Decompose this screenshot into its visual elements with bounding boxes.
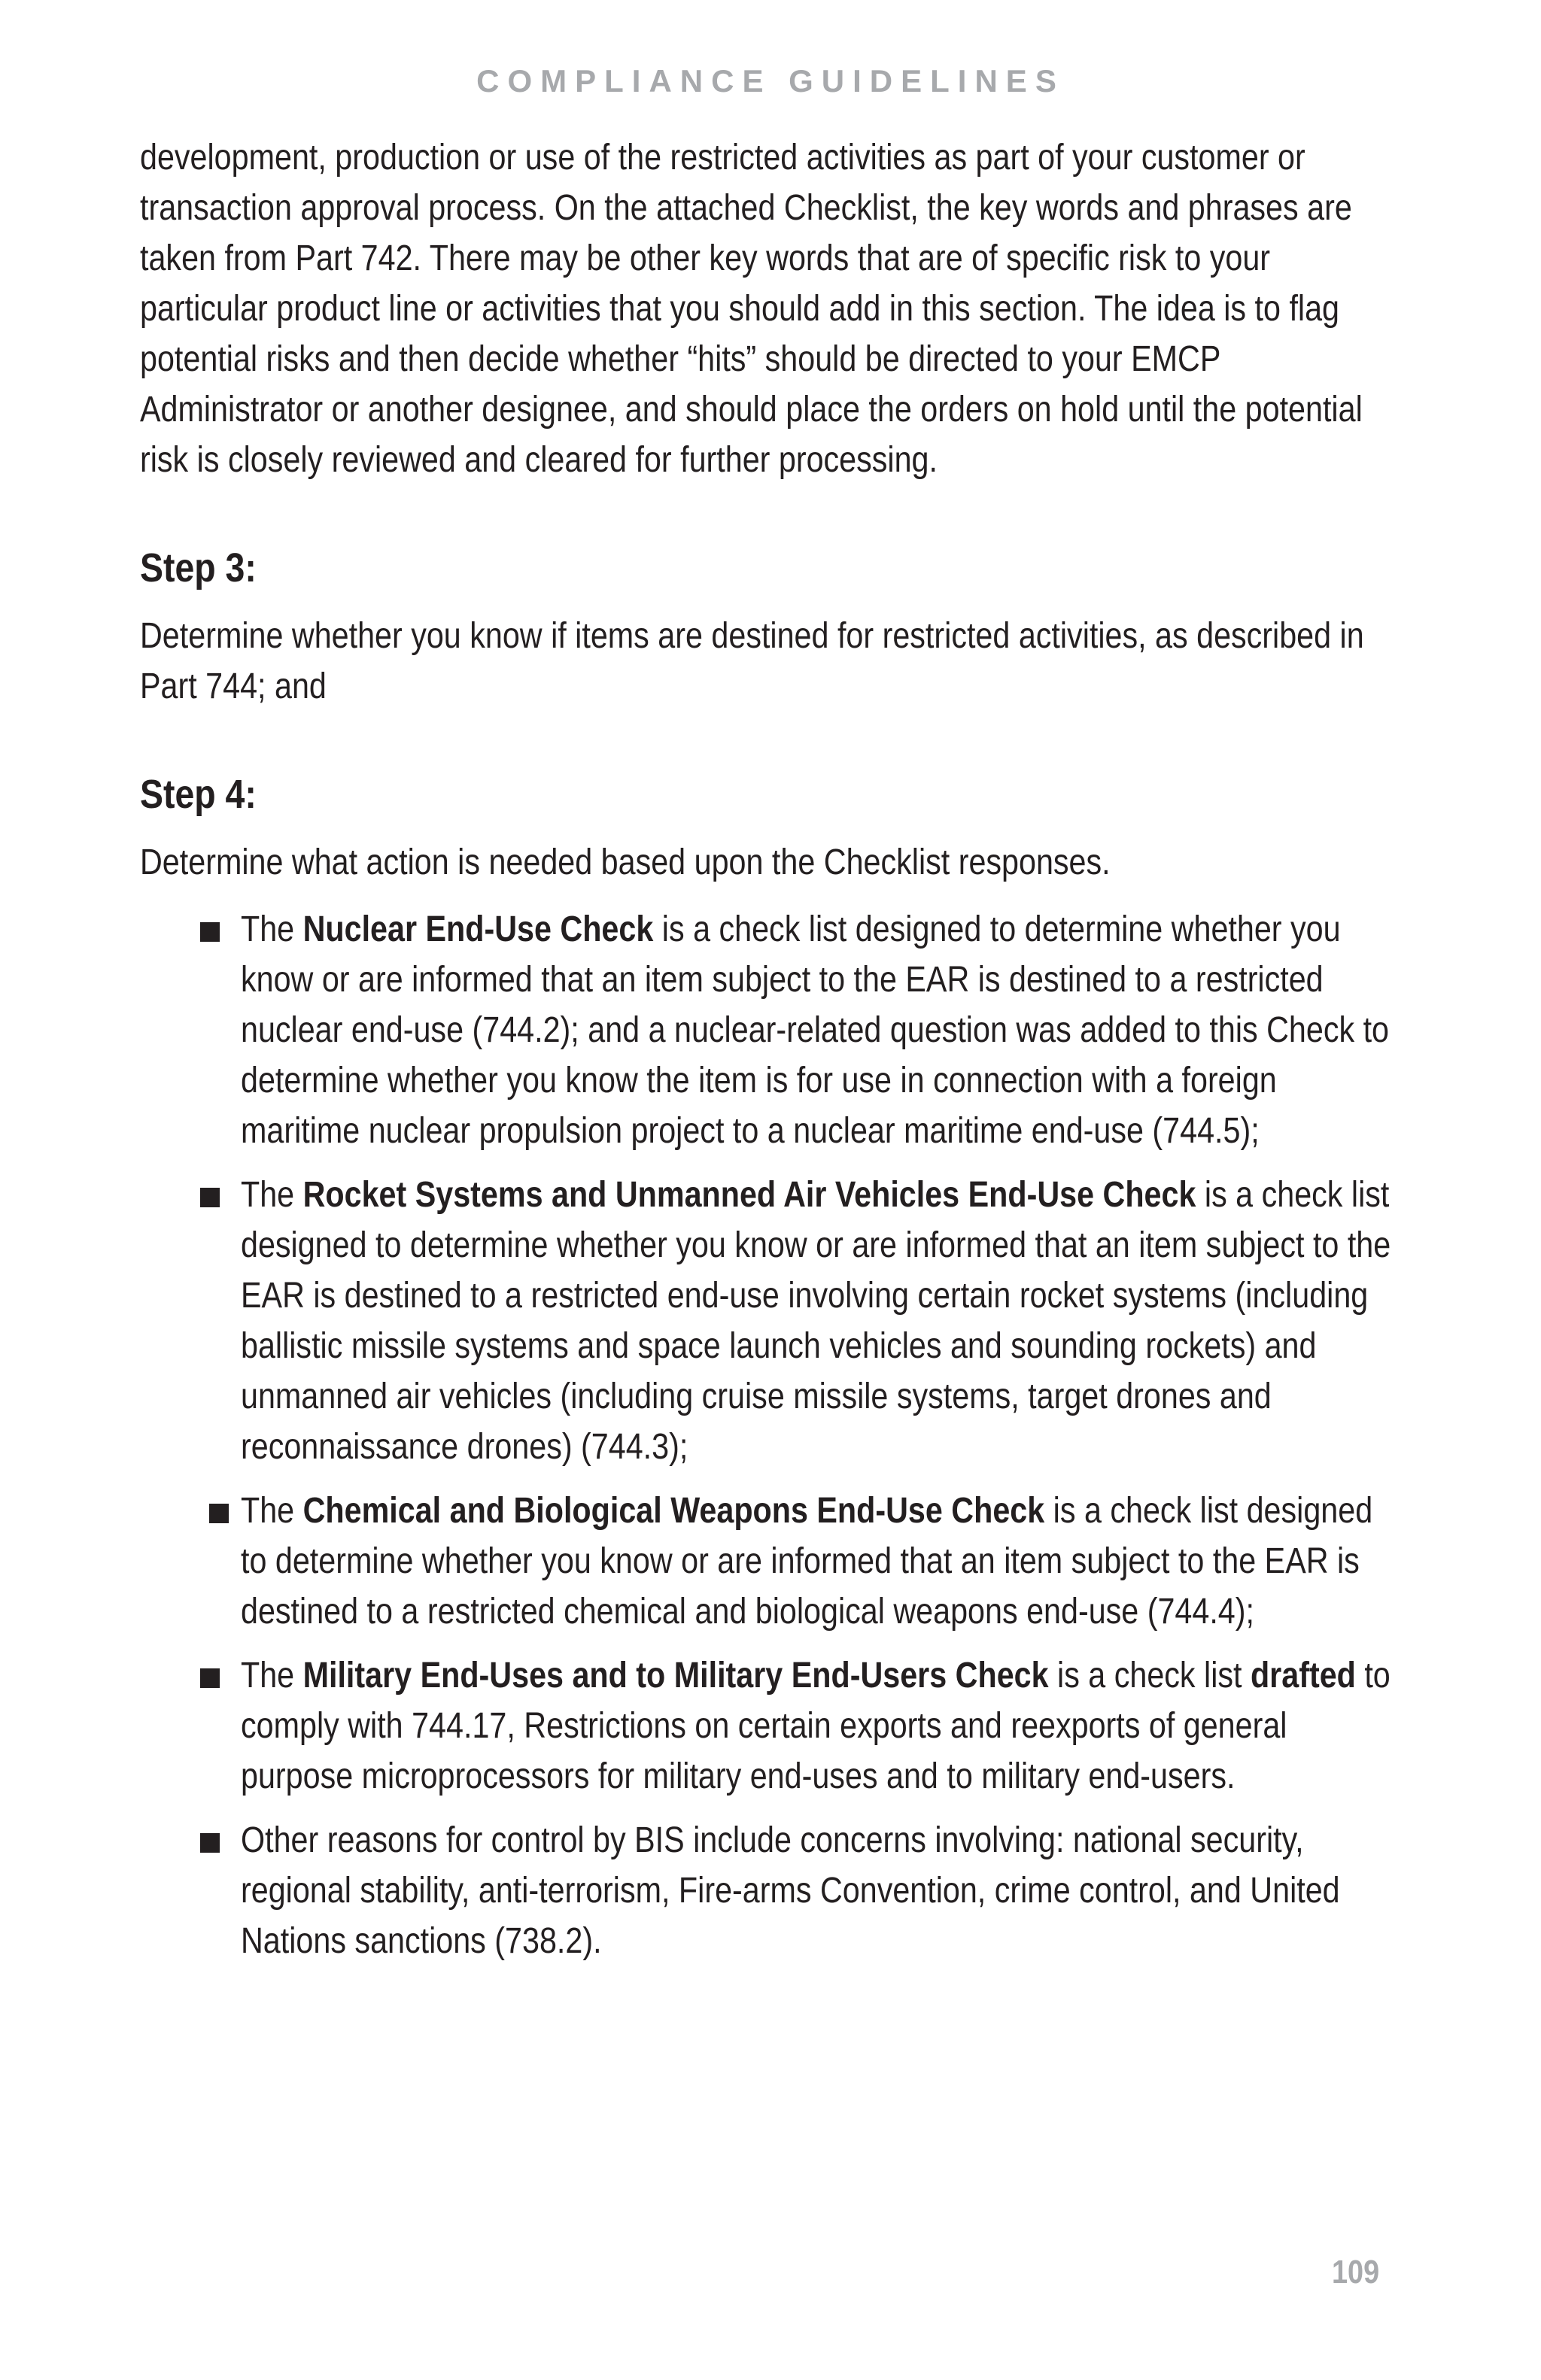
list-item-description: is a check list designed to determine whether you know or are informed that an item subject to the EAR is destined to a restricted end-use involving certain rocket systems (including ballistic missile systems and space launch vehicles and sounding rockets) and unmanned air vehicles (including cruise missile systems, target drones and reconnaissance drones) (744.3); (241, 1175, 1391, 1467)
list-item-description: is a check list designed to determine whether you know or are informed that an item subject to the EAR is destined to a restricted nuclear end-use (744.2); and a nuclear-related question was added to this Check to determine whether you know the item is for use in connection with a foreign maritime nuclear propulsion project to a nuclear maritime end-use (744.5); (241, 909, 1390, 1151)
list-item-description-continued: to comply with 744.17, Restrictions on certain exports and reexports of general purpose microprocessors for military end-uses and to military end-users. (241, 1656, 1391, 1796)
list-item-text (241, 904, 1403, 1156)
square-bullet-icon (200, 1833, 220, 1853)
list-item-text (241, 1486, 1403, 1637)
list-item (140, 904, 1404, 1156)
check-name: Rocket Systems and Unmanned Air Vehicles End-Use Check (302, 1175, 1196, 1215)
page-number: 109 (1332, 2254, 1380, 2290)
list-item-description: is a check list designed to determine whether you know or are informed that an item subject to the EAR is destined to a restricted chemical and biological weapons end-use (744.4); (241, 1491, 1373, 1632)
running-head: COMPLIANCE GUIDELINES (476, 63, 1065, 99)
page-content (140, 132, 1404, 1980)
list-item (140, 1170, 1404, 1472)
list-item-prefix: Other reasons for control by BIS include concerns involving: national security, regional stability, anti-terrorism, Fire-arms Convention, crime control, and United Nations sanctions (738.2). (241, 1820, 1340, 1961)
square-bullet-icon (200, 1188, 220, 1207)
step-4-heading: Step 4: (140, 772, 257, 817)
list-item-prefix: The (241, 1491, 303, 1531)
square-bullet-icon (209, 1504, 229, 1523)
list-item-text (241, 1170, 1403, 1472)
step-4-text: Determine what action is needed based upon the Checklist responses. (140, 842, 1111, 882)
list-item (140, 1650, 1404, 1802)
step-3-heading: Step 3: (140, 545, 257, 590)
intro-paragraph: development, production or use of the restricted activities as part of your customer or transaction approval process. On the attached Checklist, the key words and phrases are taken from Part 742. There may be other key words that are of specific risk to your particular product line or activities that you should add in this section. The idea is to flag potential risks and then decide whether “hits” should be directed to your EMCP Administrator or another designee, and should place the orders on hold until the potential risk is closely reviewed and cleared for further processing. (140, 138, 1363, 480)
list-item (140, 1815, 1404, 1966)
list-item-prefix: The (241, 909, 303, 949)
list-item-prefix: The (241, 1656, 303, 1695)
step-3-text: Determine whether you know if items are destined for restricted activities, as described in Part 744; and (140, 616, 1364, 706)
list-item-text (241, 1650, 1403, 1802)
list-item-description: is a check list (1048, 1656, 1251, 1695)
check-list (140, 904, 1404, 1966)
square-bullet-icon (200, 1668, 220, 1688)
square-bullet-icon (200, 922, 220, 942)
list-item-text (241, 1815, 1403, 1966)
list-item (140, 1486, 1404, 1637)
check-name: Chemical and Biological Weapons End-Use Check (302, 1491, 1045, 1531)
check-name: Military End-Uses and to Military End-Users Check (302, 1656, 1049, 1695)
emphasis-word: drafted (1250, 1656, 1356, 1695)
check-name: Nuclear End-Use Check (302, 909, 654, 949)
list-item-prefix: The (241, 1175, 303, 1215)
